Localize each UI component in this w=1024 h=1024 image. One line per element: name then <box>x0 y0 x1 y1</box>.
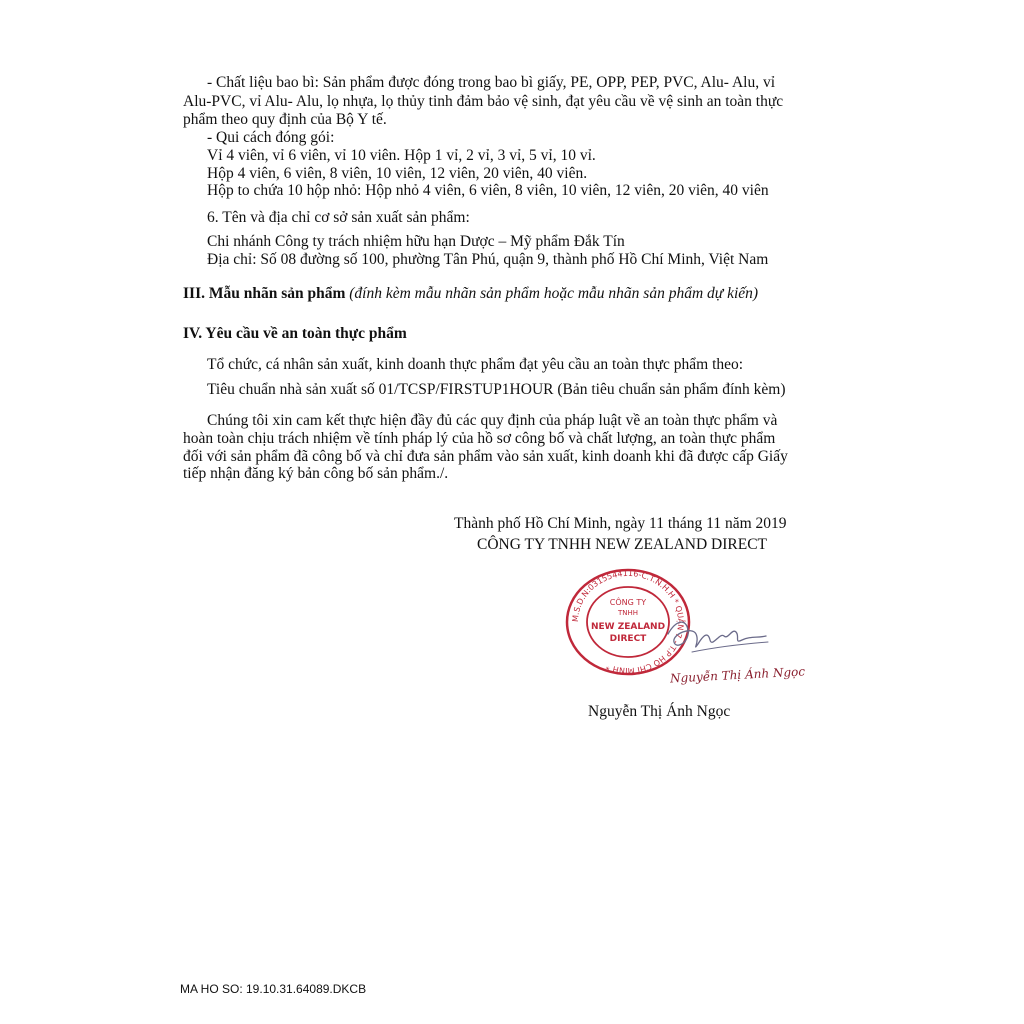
section-4-title: IV. Yêu cầu về an toàn thực phẩm <box>183 325 407 342</box>
signoff-company: CÔNG TY TNHH NEW ZEALAND DIRECT <box>477 536 768 553</box>
manufacturer-title: 6. Tên và địa chỉ cơ sở sản xuất sản phẩm: <box>207 209 470 226</box>
stamp-line-4: DIRECT <box>609 634 647 644</box>
stamp-line-2: TNHH <box>617 609 639 617</box>
packaging-material-line-2: Alu-PVC, vỉ Alu- Alu, lọ nhựa, lọ thủy tinh đảm bảo vệ sinh, đạt yêu cầu về vệ sinh an toàn thực <box>183 93 784 110</box>
packaging-spec-line-2: Hộp 4 viên, 6 viên, 8 viên, 10 viên, 12 viên, 20 viên, 40 viên. <box>207 165 588 182</box>
manufacturer-name: Chi nhánh Công ty trách nhiệm hữu hạn Dược – Mỹ phẩm Đắk Tín <box>207 233 625 250</box>
handwritten-signature <box>662 612 772 662</box>
packaging-spec-line-3: Hộp to chứa 10 hộp nhỏ: Hộp nhỏ 4 viên, 6 viên, 8 viên, 10 viên, 12 viên, 20 viên, 40 viên <box>207 182 769 199</box>
signoff-place-date: Thành phố Hồ Chí Minh, ngày 11 tháng 11 năm 2019 <box>454 515 787 532</box>
commitment-line-2: hoàn toàn chịu trách nhiệm về tính pháp lý của hồ sơ công bố và chất lượng, an toàn thực phẩm <box>183 430 776 447</box>
section-3-note: (đính kèm mẫu nhãn sản phẩm hoặc mẫu nhãn sản phẩm dự kiến) <box>349 285 759 302</box>
stamp-line-3: NEW ZEALAND <box>590 622 666 632</box>
stamp-line-1: CÔNG TY <box>609 598 647 607</box>
section-4-line-2: Tiêu chuẩn nhà sản xuất số 01/TCSP/FIRSTUP1HOUR (Bản tiêu chuẩn sản phẩm đính kèm) <box>207 381 786 398</box>
packaging-material-line-3: phẩm theo quy định của Bộ Y tế. <box>183 111 387 128</box>
document-code: MA HO SO: 19.10.31.64089.DKCB <box>180 982 367 996</box>
commitment-line-1: Chúng tôi xin cam kết thực hiện đầy đủ các quy định của pháp luật về an toàn thực phẩm và <box>207 412 778 429</box>
section-3-title: III. Mẫu nhãn sản phẩm <box>183 285 346 302</box>
commitment-line-4: tiếp nhận đăng ký bản công bố sản phẩm./. <box>183 465 449 482</box>
section-3-heading <box>183 284 758 303</box>
packaging-spec-line-1: Vỉ 4 viên, vỉ 6 viên, vỉ 10 viên. Hộp 1 vỉ, 2 vỉ, 3 vỉ, 5 vỉ, 10 vỉ. <box>207 147 596 164</box>
packaging-spec-title: - Qui cách đóng gói: <box>207 129 335 146</box>
commitment-line-3: đối với sản phẩm đã công bố và chỉ đưa sản phẩm vào sản xuất, kinh doanh khi đã được cấp Giấy <box>183 448 788 465</box>
manufacturer-address: Địa chỉ: Số 08 đường số 100, phường Tân Phú, quận 9, thành phố Hồ Chí Minh, Việt Nam <box>207 251 769 268</box>
signature-script-name: Nguyễn Thị Ánh Ngọc <box>669 664 806 686</box>
signer-name: Nguyễn Thị Ánh Ngọc <box>588 703 731 720</box>
packaging-material-line-1: - Chất liệu bao bì: Sản phẩm được đóng trong bao bì giấy, PE, OPP, PEP, PVC, Alu- Alu, vỉ <box>207 74 775 91</box>
section-4-line-1: Tổ chức, cá nhân sản xuất, kinh doanh thực phẩm đạt yêu cầu an toàn thực phẩm theo: <box>207 356 744 373</box>
stamp-ring-text: M.S.D.N:0315544116-C.T.N.H.H * QUẬN 7 - T.P HỒ CHÍ MINH * <box>570 568 686 676</box>
